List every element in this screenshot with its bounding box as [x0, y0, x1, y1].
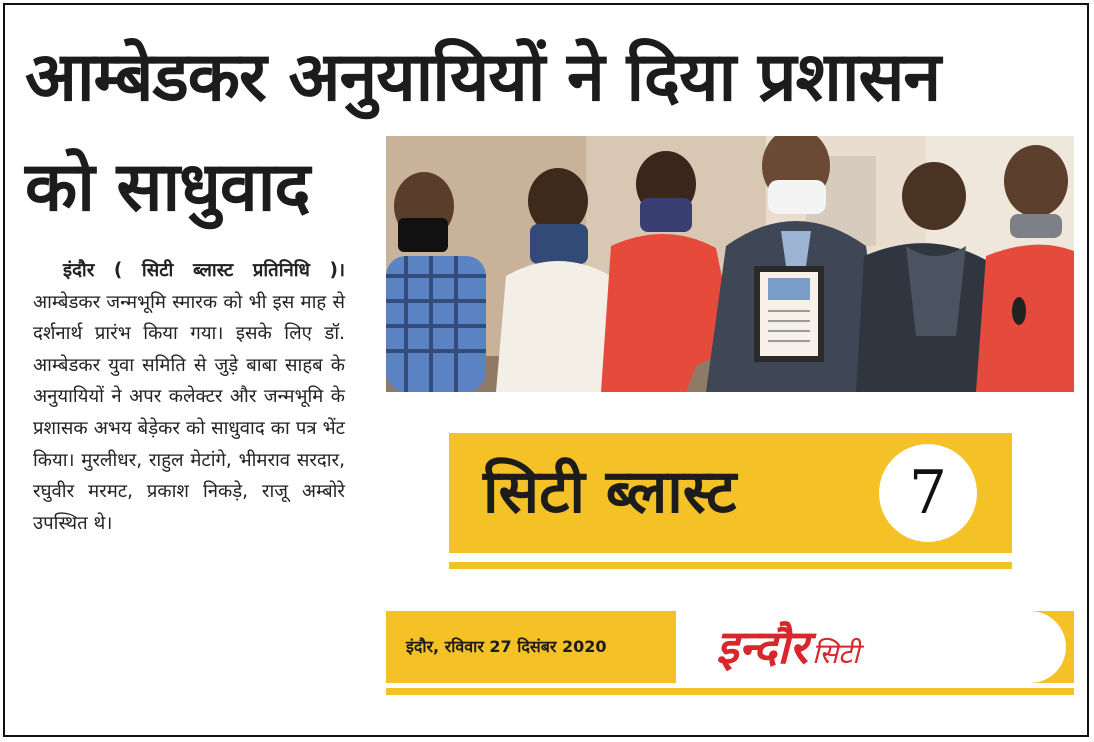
newspaper-page: [3, 3, 1089, 737]
city-blast-title: सिटी ब्लास्ट: [483, 457, 737, 527]
headline-line-1: आम्बेडकर अनुयायियों ने दिया प्रशासन: [25, 38, 941, 117]
group-photo-icon: [386, 136, 1074, 392]
logo-sub-text: सिटी: [811, 637, 860, 670]
article-text: आम्बेडकर जन्मभूमि स्मारक को भी इस माह से दर्शनार्थ प्रारंभ किया गया। इसके लिए डॉ. आम्बेडकर युवा समिति से जुड़े बाबा साहब के अनुयायियों ने अपर कलेक्टर और जन्मभूमि के प्रशासक अभय बेड़ेकर को साधुवाद का पत्र भेंट किया। मुरलीधर, राहुल मेटांगे, भीमराव सरदार, रघुवीर मरमट, प्रकाश निकड़े, राजू अम्बोरे उपस्थित थे।: [33, 291, 345, 534]
article-body: [33, 255, 345, 539]
indore-city-logo-pill: [676, 611, 1066, 683]
indore-city-section-header: [386, 611, 1074, 683]
page-number-badge: [879, 444, 977, 542]
indore-city-logo: [716, 611, 860, 683]
section-divider: [386, 688, 1074, 695]
article-dateline: इंदौर ( सिटी ब्लास्ट प्रतिनिधि )।: [63, 260, 345, 281]
issue-dateline: इंदौर, रविवार 27 दिसंबर 2020: [406, 637, 607, 656]
headline-line-2: को साधुवाद: [25, 148, 310, 227]
news-photo: [386, 136, 1074, 392]
banner-divider: [449, 562, 1012, 569]
logo-main-text: इन्दौर: [716, 620, 808, 674]
page-number: 7: [908, 458, 948, 528]
city-blast-banner: [449, 433, 1012, 553]
